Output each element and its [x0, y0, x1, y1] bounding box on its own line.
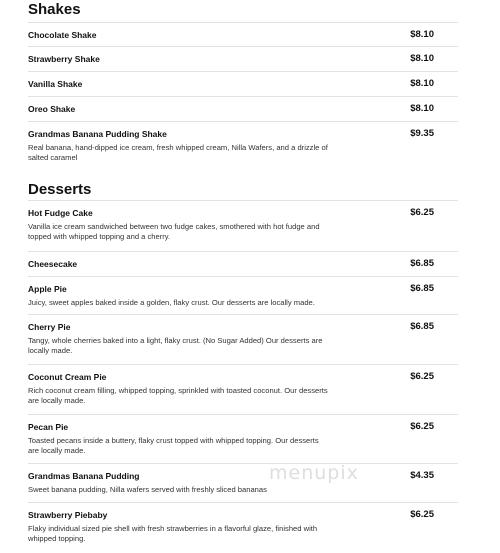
item-name: Hot Fudge Cake	[28, 208, 93, 218]
menu-item-coconut-cream-pie[interactable]	[28, 364, 458, 415]
item-description: Vanilla ice cream sandwiched between two fudge cakes, smothered with hot fudge and topped with whipped topping and a cherry.	[28, 222, 320, 241]
item-name: Oreo Shake	[28, 104, 76, 114]
item-price: $8.10	[410, 29, 434, 40]
item-price: $6.25	[410, 207, 434, 218]
item-name: Apple Pie	[28, 284, 67, 294]
item-name: Cherry Pie	[28, 322, 71, 332]
item-price: $6.85	[410, 321, 434, 332]
item-description: Flaky individual sized pie shell with fresh strawberries in a flavorful glaze, finished with whipped topping.	[28, 524, 318, 543]
item-description: Tangy, whole cherries baked into a light, flaky crust. (No Sugar Added) Our desserts are locally made.	[28, 336, 323, 355]
item-name: Vanilla Shake	[28, 79, 83, 89]
item-price: $6.85	[410, 258, 434, 269]
menu-item-hot-fudge-cake[interactable]	[28, 200, 458, 251]
menu-item-banana-pudding[interactable]	[28, 463, 458, 503]
item-price: $6.25	[410, 509, 434, 520]
item-name: Strawberry Shake	[28, 54, 100, 64]
item-price: $4.35	[410, 470, 434, 481]
menu-item-oreo-shake[interactable]	[28, 96, 458, 121]
item-price: $8.10	[410, 103, 434, 114]
item-name: Grandmas Banana Pudding Shake	[28, 129, 167, 139]
menu-item-strawberry-piebaby[interactable]	[28, 502, 458, 553]
item-price: $8.10	[410, 78, 434, 89]
item-price: $6.25	[410, 371, 434, 382]
item-price: $8.10	[410, 53, 434, 64]
item-name: Grandmas Banana Pudding	[28, 471, 140, 481]
menu-item-strawberry-shake[interactable]	[28, 46, 458, 71]
menu-item-vanilla-shake[interactable]	[28, 71, 458, 96]
item-name: Cheesecake	[28, 259, 78, 269]
item-description: Real banana, hand-dipped ice cream, fresh whipped cream, Nilla Wafers, and a drizzle of salted caramel	[28, 143, 328, 162]
item-description: Sweet banana pudding, Nilla wafers served with freshly sliced bananas	[28, 485, 267, 494]
menu-item-banana-pudding-shake[interactable]	[28, 121, 458, 172]
menu-item-cheesecake[interactable]	[28, 251, 458, 277]
item-price: $9.35	[410, 128, 434, 139]
item-name: Pecan Pie	[28, 422, 69, 432]
item-price: $6.85	[410, 283, 434, 294]
section-title-shakes: Shakes	[28, 1, 81, 18]
item-name: Coconut Cream Pie	[28, 372, 107, 382]
menu-item-apple-pie[interactable]	[28, 276, 458, 315]
item-description: Toasted pecans inside a buttery, flaky crust topped with whipped topping. Our desserts are locally made.	[28, 436, 319, 455]
menu-item-cherry-pie[interactable]	[28, 314, 458, 365]
item-description: Rich coconut cream filling, whipped topping, sprinkled with toasted coconut. Our desserts are locally made.	[28, 386, 328, 405]
item-price: $6.25	[410, 421, 434, 432]
item-name: Strawberry Piebaby	[28, 510, 108, 520]
item-name: Chocolate Shake	[28, 30, 97, 40]
menu-item-chocolate-shake[interactable]	[28, 22, 458, 47]
item-description: Juicy, sweet apples baked inside a golden, flaky crust. Our desserts are locally made.	[28, 298, 315, 307]
menu-item-pecan-pie[interactable]	[28, 414, 458, 464]
menupix-watermark: menupix	[269, 462, 359, 484]
section-title-desserts: Desserts	[28, 181, 92, 198]
